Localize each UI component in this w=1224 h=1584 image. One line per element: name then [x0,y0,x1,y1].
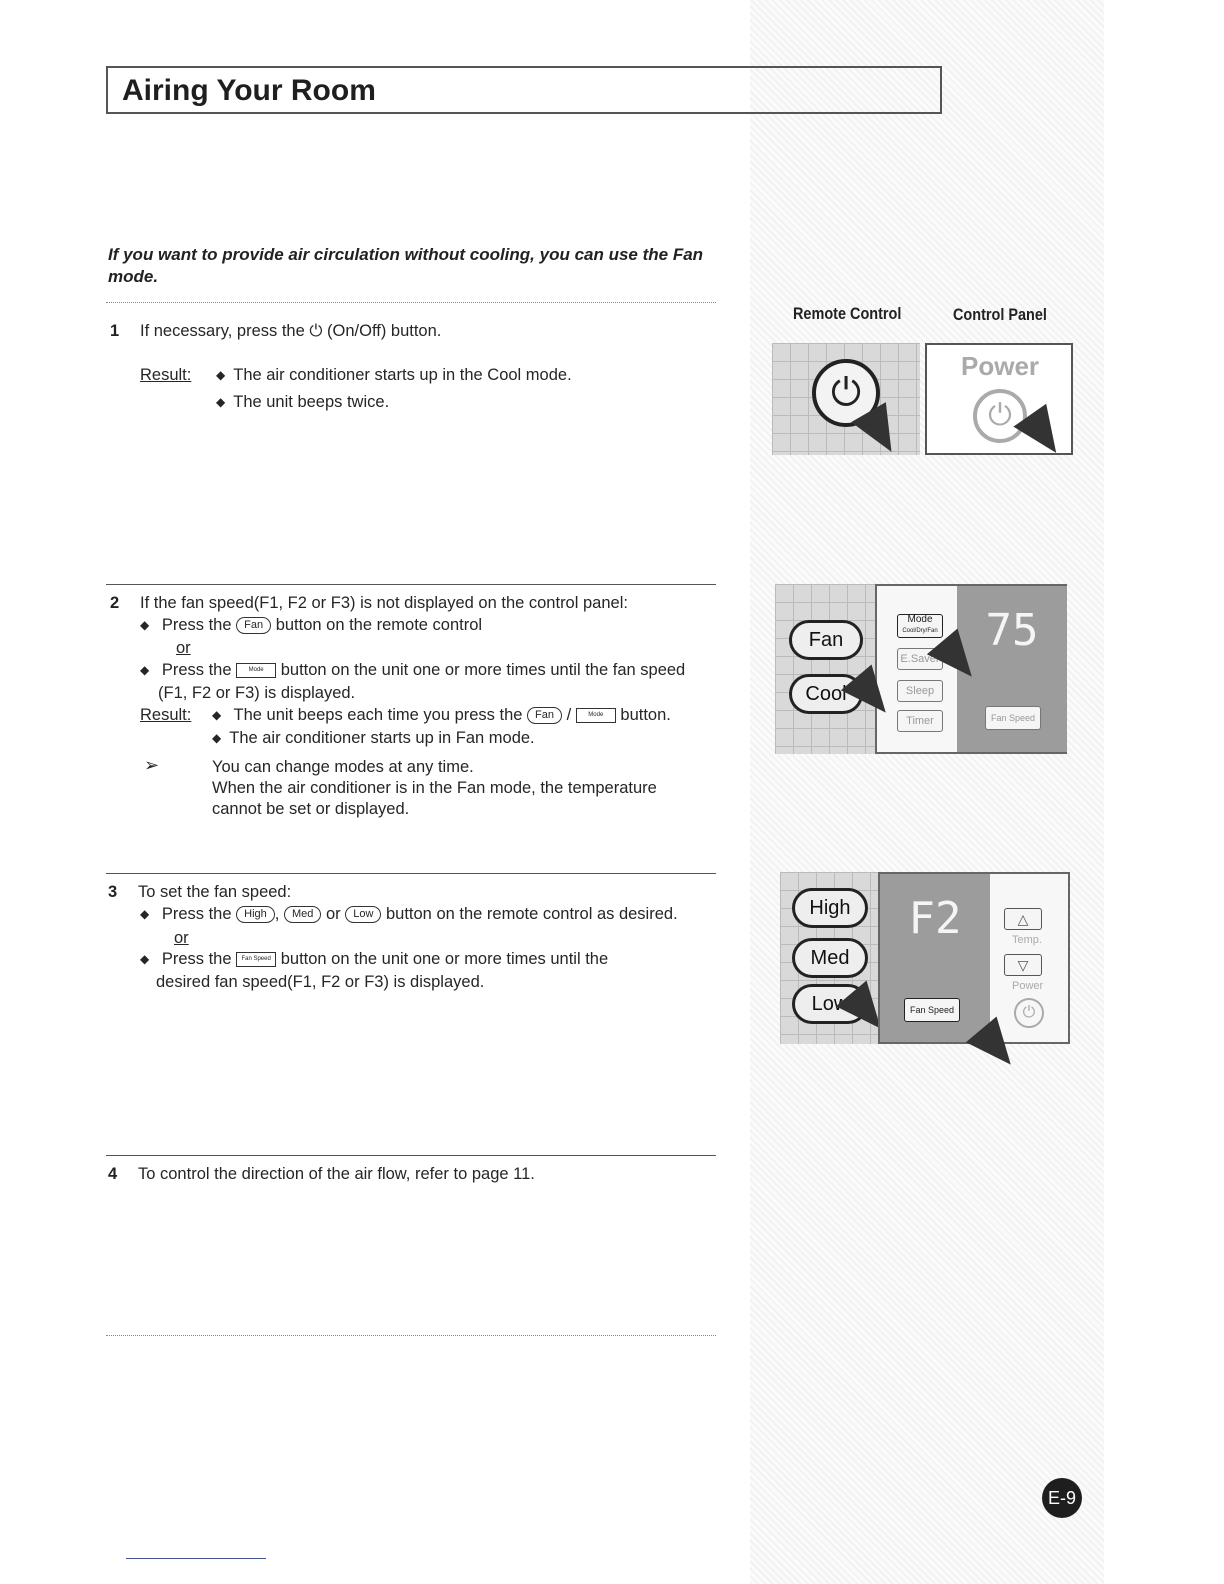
esaver-button: E.Saver [897,648,943,670]
power-label: Power [961,351,1040,381]
low-button-icon: Low [345,906,381,923]
step-number: 2 [110,594,120,612]
step4-text: To control the direction of the air flow, refer to page 11. [138,1165,535,1183]
temp-down-button: ▽ [1004,954,1042,976]
step2-line1: If the fan speed(F1, F2 or F3) is not displayed on the control panel: [140,594,628,612]
remote-mode-figure [775,584,875,754]
fan-speed-button: Fan Speed [904,998,960,1022]
step2-result-2: ◆ The air conditioner starts up in Fan mode. [212,727,535,750]
divider [106,873,716,874]
title-box [106,66,942,114]
divider [106,1335,716,1336]
step1-result-2: ◆ The unit beeps twice. [216,391,389,414]
power-icon: ⏻ [973,389,1027,443]
panel-speed-figure [878,872,1070,1044]
high-button-icon: High [236,906,275,923]
step2-option-b-line2: (F1, F2 or F3) is displayed. [158,684,356,702]
panel-power-figure [925,343,1073,455]
step3-option-b-line2: desired fan speed(F1, F2 or F3) is displayed. [156,973,485,991]
or-text: or [174,929,189,947]
divider [106,584,716,585]
step-number: 1 [110,322,120,340]
power-small-label: Power [1012,980,1044,992]
fan-speed-button: Fan Speed [985,706,1041,730]
panel-mode-figure [875,584,1067,754]
page-title: Airing Your Room [122,74,376,107]
fan-speed-button-icon: Fan Speed [236,952,276,967]
step3-option-a: ◆ Press the High , Med or Low button on the remote control as desired. [140,903,678,926]
intro-text: If you want to provide air circulation without cooling, you can use the Fan mode. [108,245,704,286]
note-arrow-icon: ➢ [144,755,160,775]
step2-option-a: ◆ Press the Fan button on the remote control [140,614,482,637]
divider [106,1155,716,1156]
control-panel-label: Control Panel [953,305,1047,324]
power-icon: ⏻ [1014,998,1044,1028]
note-line2: When the air conditioner is in the Fan mode, the temperature [212,779,657,797]
med-button: Med [792,938,868,978]
fan-button: Fan [789,620,863,660]
fan-button-icon: Fan [527,707,562,724]
remote-control-label: Remote Control [793,304,902,323]
step-number: 4 [108,1165,118,1183]
step2-result-1: ◆ The unit beeps each time you press the Fan / Mode button. [212,704,671,727]
power-icon: ⏻ [309,322,323,340]
sidebar-background [750,0,1104,1584]
step3-line1: To set the fan speed: [138,883,292,901]
footer-line [126,1558,266,1559]
cool-button: Cool [789,674,863,714]
step1-result-1: ◆ The air conditioner starts up in the Cool mode. [216,364,572,387]
mode-button-icon: Mode [576,708,616,723]
temperature-display: 75 [957,586,1067,752]
med-button-icon: Med [284,906,321,923]
power-icon: ⏻ [812,359,880,427]
step3-option-b: ◆ Press the Fan Speed button on the unit one or more times until the [140,948,608,971]
mode-button-icon: Mode [236,663,276,678]
or-text: or [176,639,191,657]
divider [106,302,716,303]
temp-up-button: △ [1004,908,1042,930]
timer-button: Timer [897,710,943,732]
page-number-badge: E-9 [1042,1478,1082,1518]
fan-button-icon: Fan [236,617,271,634]
step1-text: If necessary, press the ⏻ (On/Off) button. [140,322,442,340]
step-number: 3 [108,883,118,901]
note-line1: You can change modes at any time. [212,758,474,776]
result-label: Result: [140,706,192,724]
fan-speed-display: F2 [880,874,990,1042]
mode-button: Mode Cool/Dry/Fan [897,614,943,638]
remote-power-figure [772,343,920,455]
result-label: Result: [140,366,192,384]
sleep-button: Sleep [897,680,943,702]
remote-speed-figure [780,872,880,1044]
high-button: High [792,888,868,928]
low-button: Low [792,984,868,1024]
note-line3: cannot be set or displayed. [212,800,410,818]
step2-option-b: ◆ Press the Mode button on the unit one or more times until the fan speed [140,659,685,682]
temp-label: Temp. [1012,934,1042,946]
